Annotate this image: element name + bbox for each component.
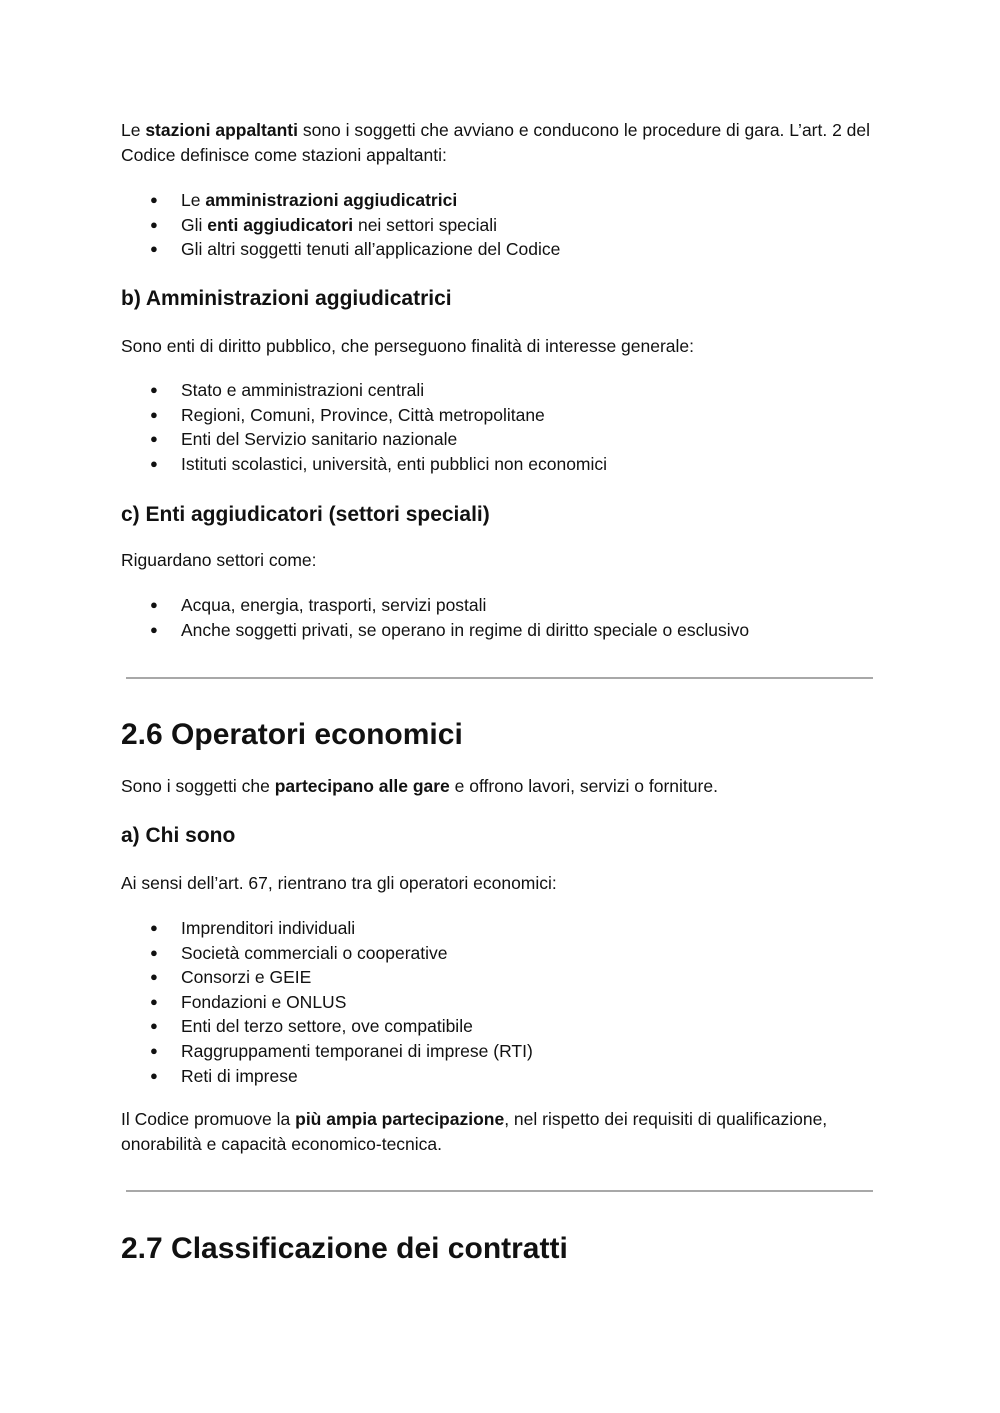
list-item xyxy=(121,452,607,477)
bullet-icon: ● xyxy=(150,1018,158,1034)
list-item xyxy=(121,427,607,452)
sec-c-list xyxy=(121,593,749,642)
bullet-icon: ● xyxy=(150,241,158,257)
bullet-icon: ● xyxy=(150,1067,158,1083)
bullet-icon: ● xyxy=(150,1042,158,1058)
sec-26a-paragraph: Ai sensi dell’art. 67, rientrano tra gli operatori economici: xyxy=(121,873,557,893)
text-run: sono i soggetti che avviano e conducono le procedure di gara. L’art. 2 del Codice definisce come stazioni appaltanti: xyxy=(121,120,871,165)
list-item xyxy=(121,1014,533,1039)
text-run: nei settori speciali xyxy=(353,214,498,235)
bullet-icon: ● xyxy=(150,944,158,960)
bullet-icon: ● xyxy=(150,431,158,447)
sec-b-paragraph: Sono enti di diritto pubblico, che perseguono finalità di interesse generale: xyxy=(121,336,695,356)
text-run: Anche soggetti privati, se operano in regime di diritto speciale o esclusivo xyxy=(181,619,750,640)
list-item xyxy=(121,941,533,966)
sec-b-list xyxy=(121,378,607,476)
text-run: Consorzi e GEIE xyxy=(181,967,312,988)
text-run: Stato e amministrazioni centrali xyxy=(181,380,425,400)
intro-list xyxy=(121,188,560,262)
list-item xyxy=(121,916,533,941)
bullet-icon: ● xyxy=(150,597,158,612)
list-item xyxy=(121,403,607,428)
bullet-icon: ● xyxy=(150,993,158,1009)
text-run: Enti del Servizio sanitario nazionale xyxy=(181,429,458,450)
list-item xyxy=(121,378,607,403)
text-run: Enti del terzo settore, ove compatibile xyxy=(181,1016,473,1037)
bullet-icon: ● xyxy=(150,920,158,935)
bold-term: partecipano alle gare xyxy=(274,776,450,796)
text-run: Sono i soggetti che xyxy=(121,776,275,796)
text-run: Gli altri soggetti tenuti all’applicazione del Codice xyxy=(181,239,561,260)
text-run: Regioni, Comuni, Province, Città metropolitane xyxy=(181,404,545,425)
text-run: Reti di imprese xyxy=(181,1065,298,1086)
bullet-icon: ● xyxy=(150,216,158,232)
list-item xyxy=(121,593,749,618)
text-run: Raggruppamenti temporanei di imprese (RTI) xyxy=(181,1040,533,1061)
list-item xyxy=(121,1039,533,1064)
closing-paragraph xyxy=(121,1107,881,1157)
text-run: Fondazioni e ONLUS xyxy=(181,991,347,1012)
text-run: Imprenditori individuali xyxy=(181,918,356,938)
bold-term: stazioni appaltanti xyxy=(145,120,298,140)
bold-term: più ampia partecipazione xyxy=(295,1109,505,1129)
bullet-icon: ● xyxy=(150,382,158,397)
operators-list xyxy=(121,916,533,1088)
list-item xyxy=(121,990,533,1015)
list-item xyxy=(121,618,749,643)
bold-term: amministrazioni aggiudicatrici xyxy=(205,190,458,210)
text-run: e offrono lavori, servizi o forniture. xyxy=(449,776,718,796)
sec-26-paragraph xyxy=(121,774,881,799)
bullet-icon: ● xyxy=(150,406,158,422)
bullet-icon: ● xyxy=(150,969,158,985)
bullet-icon: ● xyxy=(150,192,158,207)
text-run: Istituti scolastici, università, enti pubblici non economici xyxy=(181,453,608,474)
text-run: Società commerciali o cooperative xyxy=(181,942,448,963)
text-run: Acqua, energia, trasporti, servizi postali xyxy=(181,595,487,615)
text-run: Le xyxy=(181,190,206,210)
bold-term: enti aggiudicatori xyxy=(207,214,354,235)
list-item xyxy=(121,237,560,262)
bullet-icon: ● xyxy=(150,455,158,471)
heading-c: c) Enti aggiudicatori (settori speciali) xyxy=(121,503,490,526)
horizontal-divider xyxy=(126,677,873,679)
list-item xyxy=(121,1064,533,1089)
list-item xyxy=(121,188,560,213)
text-run: Le xyxy=(121,120,146,140)
text-run: , nel rispetto dei requisiti di qualificazione, onorabilità e capacità economico-tecnica. xyxy=(121,1109,828,1154)
bullet-icon: ● xyxy=(150,621,158,637)
heading-b: b) Amministrazioni aggiudicatrici xyxy=(121,287,452,310)
sec-c-paragraph: Riguardano settori come: xyxy=(121,550,317,570)
heading-a-chi-sono: a) Chi sono xyxy=(121,824,236,847)
text-run: Gli xyxy=(181,214,208,235)
intro-paragraph xyxy=(121,118,881,168)
list-item xyxy=(121,213,560,238)
list-item xyxy=(121,965,533,990)
horizontal-divider xyxy=(126,1190,873,1192)
heading-2-7: 2.7 Classificazione dei contratti xyxy=(121,1232,568,1265)
text-run: Il Codice promuove la xyxy=(121,1109,296,1129)
heading-2-6: 2.6 Operatori economici xyxy=(121,718,463,751)
